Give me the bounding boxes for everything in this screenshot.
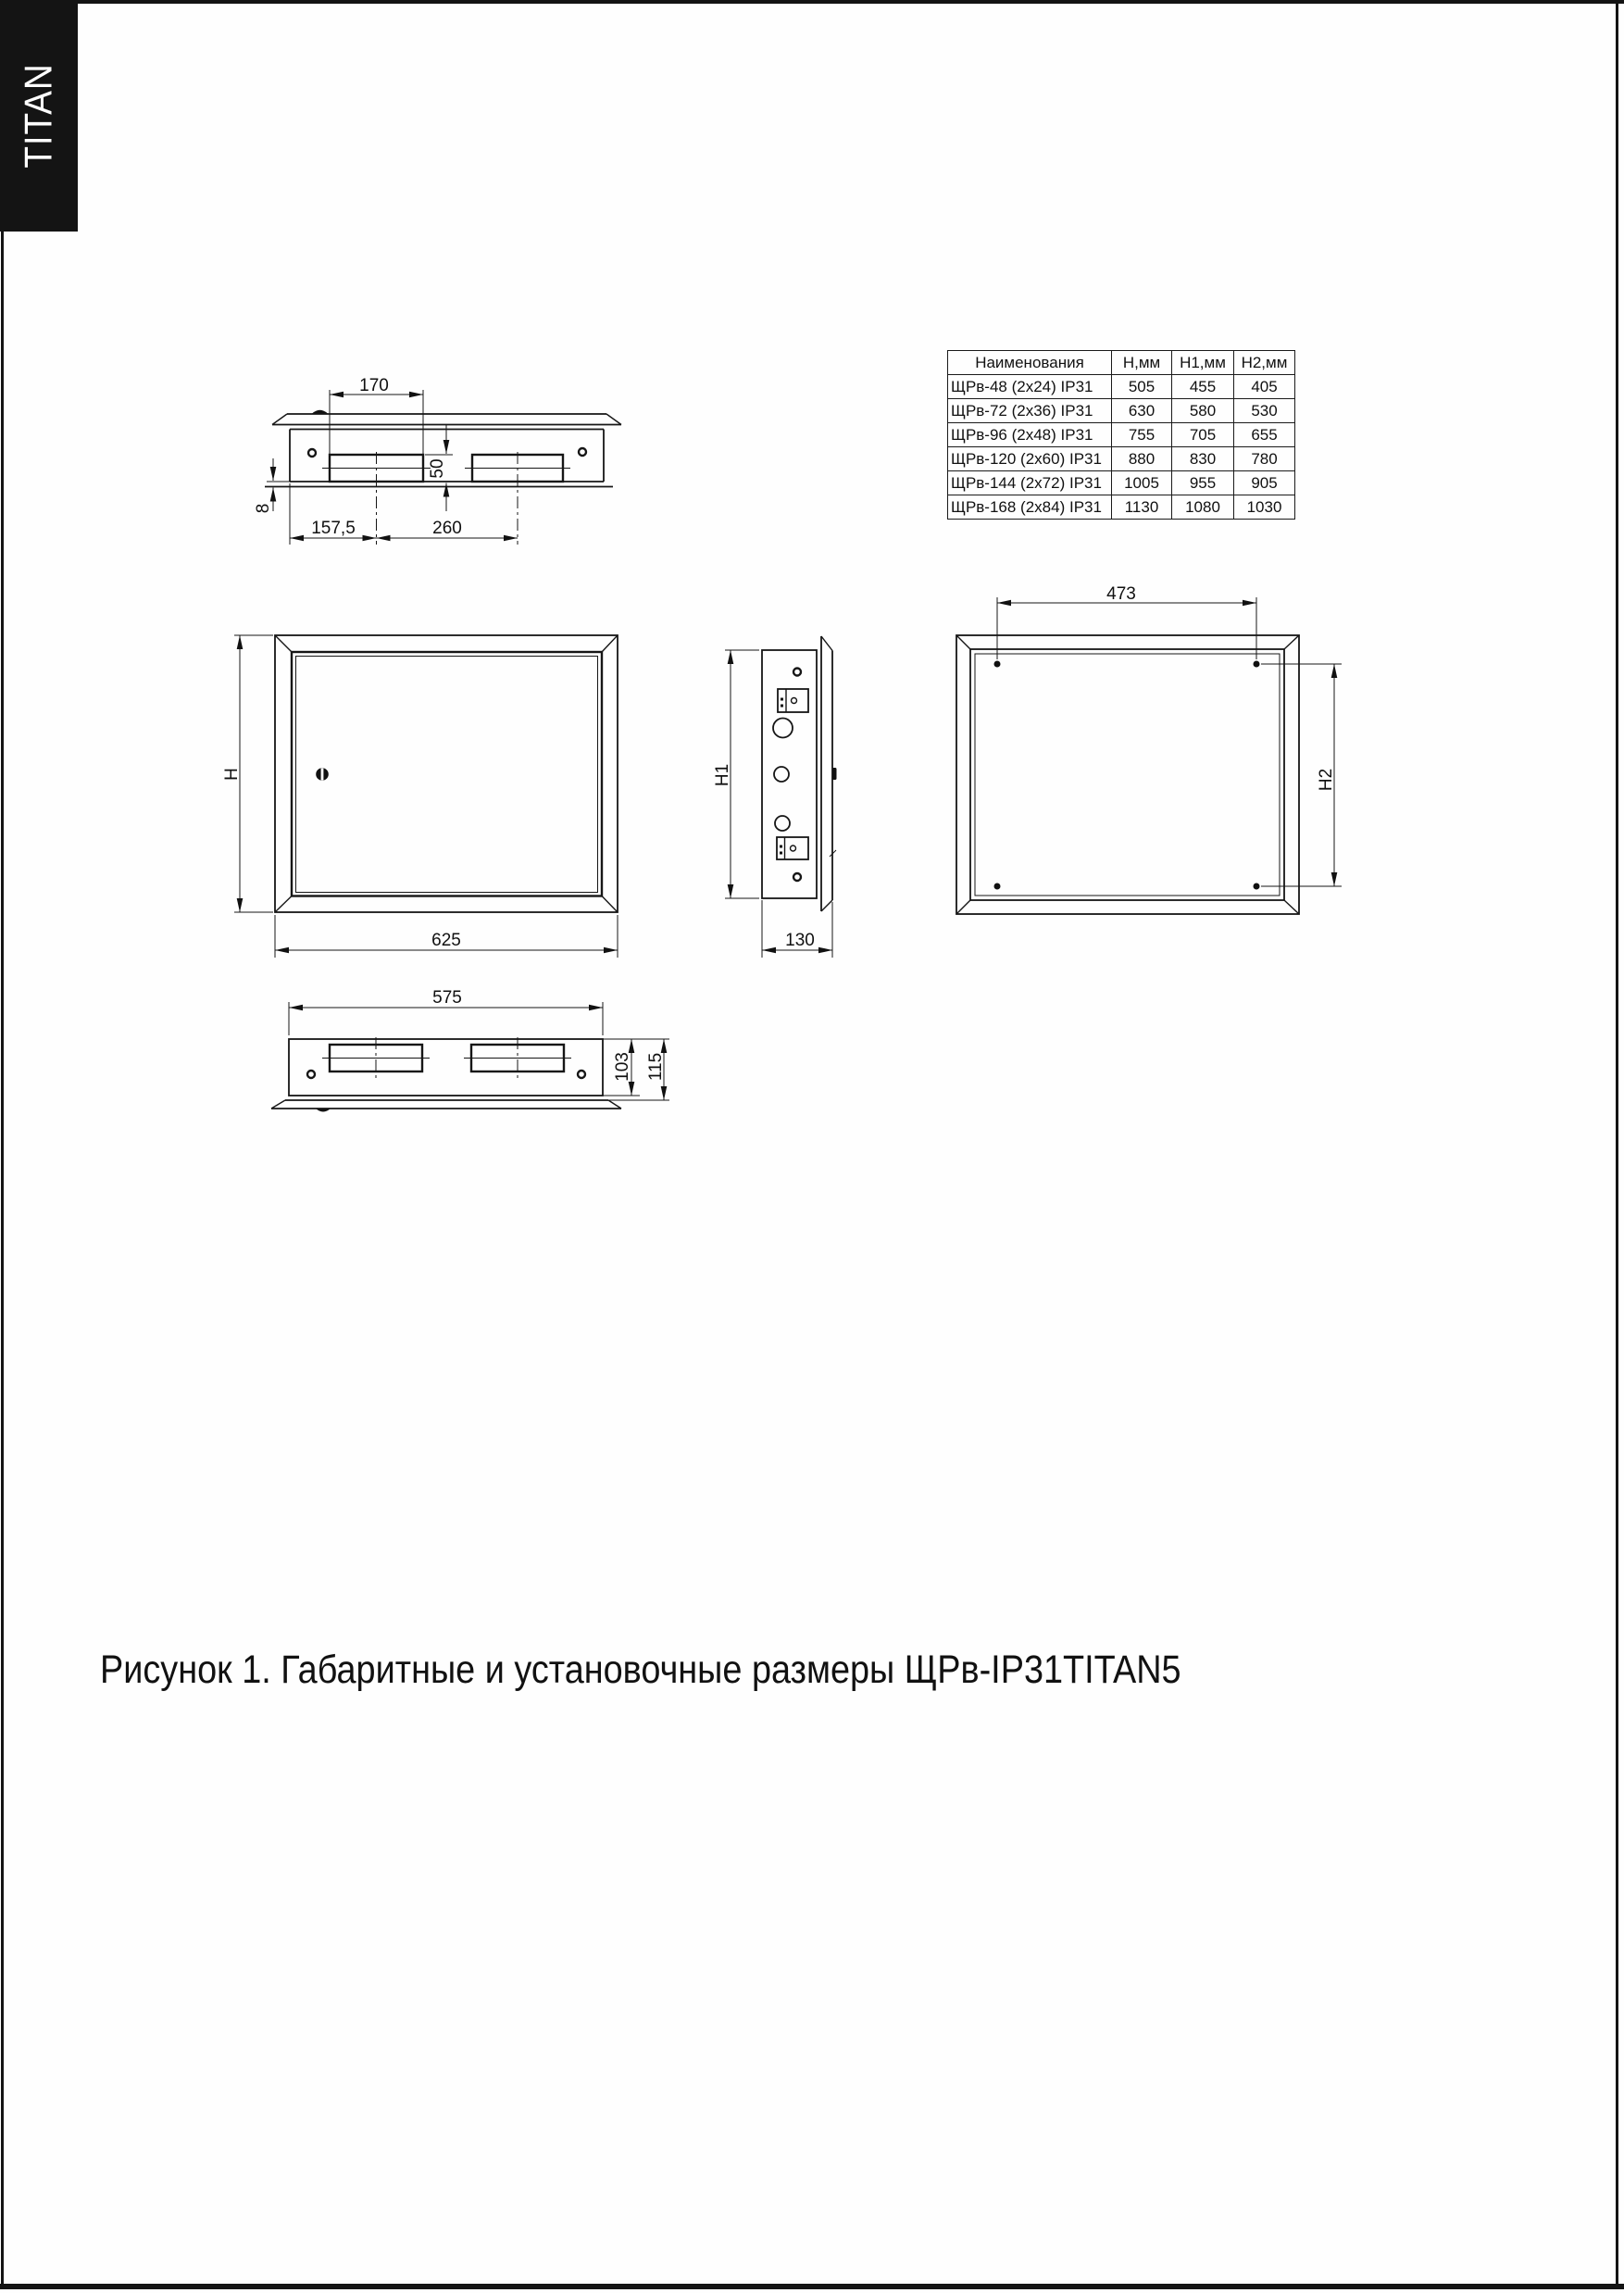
rear-inner-frame	[970, 649, 1284, 900]
col-header-h1: Н1,мм	[1172, 351, 1234, 375]
lock-bump-bottom-view	[316, 1109, 331, 1112]
lock-bump-side-view	[832, 768, 837, 780]
value-h2: 1030	[1234, 495, 1295, 520]
brand-block	[0, 0, 78, 232]
figure-caption: Рисунок 1. Габаритные и установочные размеры ЩРв-IP31TITAN5	[100, 1648, 1181, 1692]
table-row	[948, 375, 1295, 399]
value-h1: 705	[1172, 423, 1234, 447]
dim-label-left-offset: 157,5	[311, 519, 356, 538]
screw-hole	[578, 1071, 585, 1078]
side-view-drawing	[713, 636, 837, 958]
col-header-h: Н,мм	[1112, 351, 1172, 375]
value-h1: 955	[1172, 471, 1234, 495]
door-panel	[292, 652, 602, 896]
fixing-hole	[793, 669, 801, 676]
dim-label-height-H: H	[222, 768, 242, 781]
screw-hole	[308, 449, 316, 457]
dim-label-depth-130: 130	[785, 931, 815, 950]
model-name: ЩРв-72 (2х36) IP31	[948, 399, 1112, 423]
rear-outer-frame	[956, 635, 1299, 914]
value-h2: 405	[1234, 375, 1295, 399]
screw-hole	[579, 448, 586, 456]
mounting-hole	[994, 883, 1001, 890]
value-h2: 780	[1234, 447, 1295, 471]
bottom-view-drawing	[271, 988, 669, 1112]
col-header-name: Наименования	[948, 351, 1112, 375]
table-row	[948, 399, 1295, 423]
model-name: ЩРв-144 (2х72) IP31	[948, 471, 1112, 495]
table-row	[948, 447, 1295, 471]
value-h: 1130	[1112, 495, 1172, 520]
mounting-hole	[1254, 661, 1260, 668]
fixing-hole	[793, 873, 801, 881]
dim-label-depth-103: 103	[613, 1052, 632, 1082]
lock-slot	[321, 769, 324, 781]
value-h2: 655	[1234, 423, 1295, 447]
model-name: ЩРв-168 (2х84) IP31	[948, 495, 1112, 520]
model-name: ЩРв-48 (2х24) IP31	[948, 375, 1112, 399]
brand-vertical-text: TITAN	[17, 63, 60, 169]
table-row	[948, 423, 1295, 447]
mounting-hole	[1254, 883, 1260, 890]
value-h2: 905	[1234, 471, 1295, 495]
value-h: 755	[1112, 423, 1172, 447]
dim-label-width-575: 575	[432, 988, 462, 1008]
table-row	[948, 471, 1295, 495]
dimensions-table	[947, 350, 1295, 520]
model-name: ЩРв-120 (2х60) IP31	[948, 447, 1112, 471]
value-h: 1005	[1112, 471, 1172, 495]
dim-label-cutout-spacing: 260	[432, 519, 462, 538]
lock-bump-top-view	[312, 410, 328, 414]
value-h: 630	[1112, 399, 1172, 423]
bottom-body	[289, 1039, 603, 1096]
value-h1: 455	[1172, 375, 1234, 399]
front-view-drawing	[222, 635, 618, 958]
mounting-hole	[994, 661, 1001, 668]
dim-label-hole-spacing-H2: H2	[1317, 768, 1336, 792]
dim-label-height-H1: H1	[713, 763, 732, 787]
screw-hole	[307, 1071, 315, 1078]
table-header-row	[948, 351, 1295, 375]
top-view-drawing	[254, 376, 621, 545]
dim-label-width-625: 625	[431, 931, 461, 950]
knockout-circle	[775, 816, 790, 831]
dim-label-depth-115: 115	[646, 1052, 666, 1082]
dim-label-hole-spacing-473: 473	[1106, 584, 1136, 604]
dim-label-back-gap: 8	[254, 503, 273, 514]
dim-label-cutout-height: 50	[428, 458, 447, 479]
value-h1: 1080	[1172, 495, 1234, 520]
rear-view-drawing	[956, 584, 1342, 914]
table-row	[948, 495, 1295, 520]
knockout-circle	[774, 767, 789, 782]
knockout-circle	[773, 719, 793, 738]
value-h2: 530	[1234, 399, 1295, 423]
value-h: 880	[1112, 447, 1172, 471]
col-header-h2: Н2,мм	[1234, 351, 1295, 375]
value-h1: 830	[1172, 447, 1234, 471]
dim-label-cutout-width: 170	[359, 376, 389, 395]
model-name: ЩРв-96 (2х48) IP31	[948, 423, 1112, 447]
din-bracket-bottom	[777, 837, 808, 859]
value-h1: 580	[1172, 399, 1234, 423]
value-h: 505	[1112, 375, 1172, 399]
